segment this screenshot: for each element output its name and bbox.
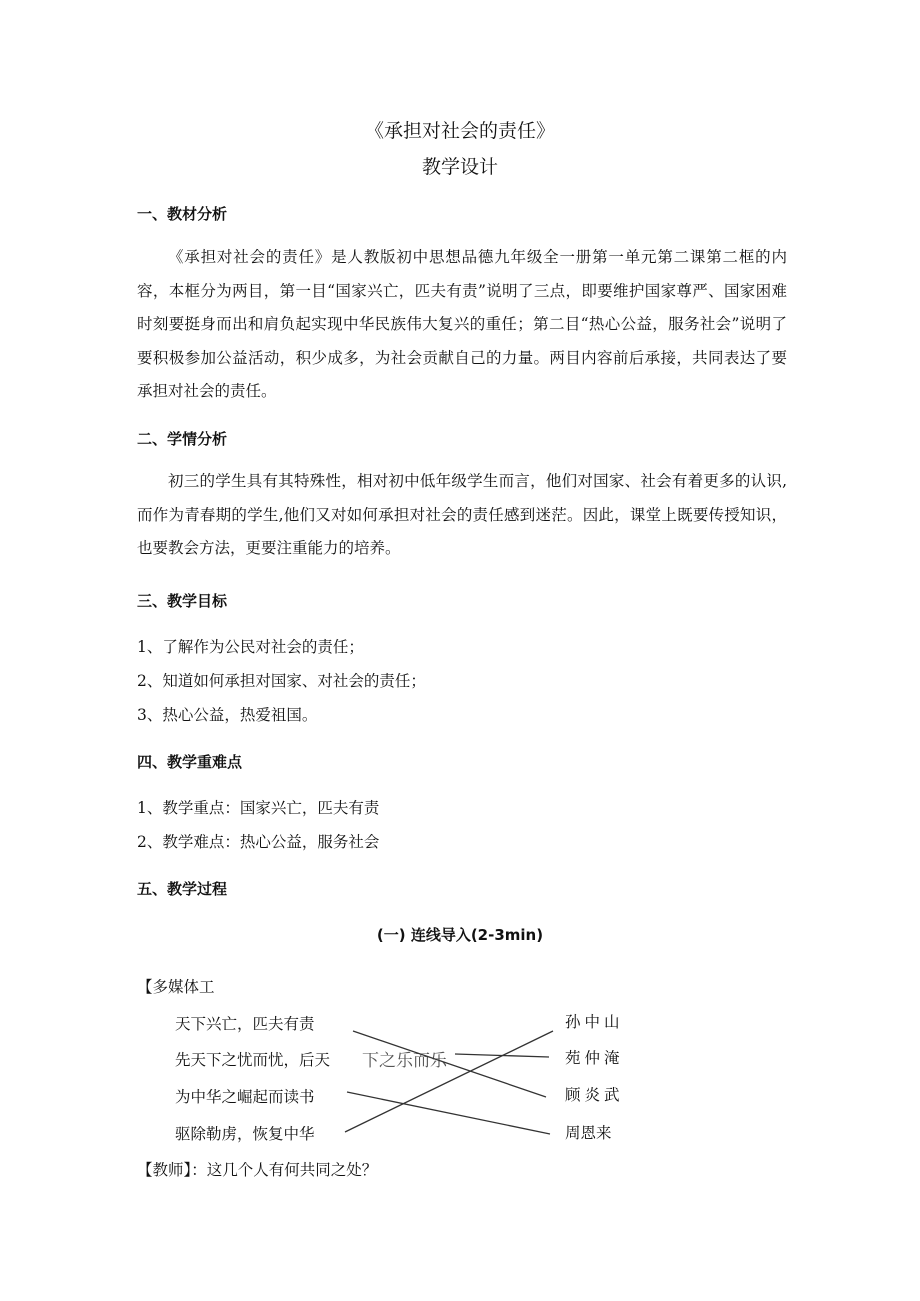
list-item-difficult-point: 2、教学难点：热心公益，服务社会: [137, 833, 380, 851]
match-line-4: [345, 1031, 553, 1132]
list-item-goal-2: 2、知道如何承担对国家、对社会的责任；: [137, 672, 426, 690]
match-left-3: 为中华之崛起而读书: [175, 1088, 315, 1106]
match-line-1: [353, 1031, 546, 1097]
section-heading-key-points: 四、教学重难点: [137, 753, 243, 771]
paragraph-material-analysis: 《承担对社会的责任》是人教版初中思想品德九年级全一册第一单元第二课第二框的内容，本框分为两目，第一目“国家兴亡，匹夫有责”说明了三点，即要维护国家尊严、国家困难时刻要挺身而出和肩负起实现中华民族伟大复兴的重任；第二目“热心公益，服务社会”说明了要积极参加公益活动，积少成多，为社会贡献自己的力量。两目内容前后承接，共同表达了要承担对社会的责任。: [137, 248, 787, 400]
document-subtitle: 教学设计: [421, 156, 498, 178]
teacher-question: 【教师】：这几个人有何共同之处？: [137, 1161, 378, 1179]
document-title: 《承担对社会的责任》: [364, 120, 555, 142]
match-left-4: 驱除勒虏，恢复中华: [175, 1125, 315, 1143]
match-left-2-tail: 下之乐而乐: [362, 1051, 447, 1071]
section-heading-teaching-goals: 三、教学目标: [137, 592, 228, 610]
list-item-goal-3: 3、热心公益，热爱祖国。: [137, 706, 318, 724]
paragraph-student-analysis: 初三的学生具有其特殊性，相对初中低年级学生而言，他们对国家、社会有着更多的认识,而作为青春期的学生,他们又对如何承担对社会的责任感到迷茫。因此，课堂上既要传授知识，也要教会方法，更要注重能力的培养。: [137, 472, 787, 557]
media-label: 【多媒体工: [137, 978, 215, 996]
section-heading-material-analysis: 一、教材分析: [137, 205, 228, 223]
match-left-1: 天下兴亡，匹夫有责: [175, 1015, 315, 1033]
list-item-goal-1: 1、了解作为公民对社会的责任；: [137, 638, 364, 656]
match-right-1: 孙中山: [565, 1013, 624, 1031]
list-item-key-point: 1、教学重点：国家兴亡，匹夫有责: [137, 799, 380, 817]
section-heading-teaching-process: 五、教学过程: [137, 880, 228, 898]
match-right-2: 苑仲淹: [565, 1049, 624, 1067]
subsection-heading-intro: (一) 连线导入(2-3min): [376, 926, 544, 944]
match-left-2: 先天下之忧而忧，后天: [175, 1051, 331, 1069]
match-right-3: 顾炎武: [565, 1086, 624, 1104]
match-right-4: 周恩来: [565, 1124, 612, 1142]
match-line-3: [347, 1092, 550, 1134]
section-heading-student-analysis: 二、学情分析: [137, 430, 228, 448]
